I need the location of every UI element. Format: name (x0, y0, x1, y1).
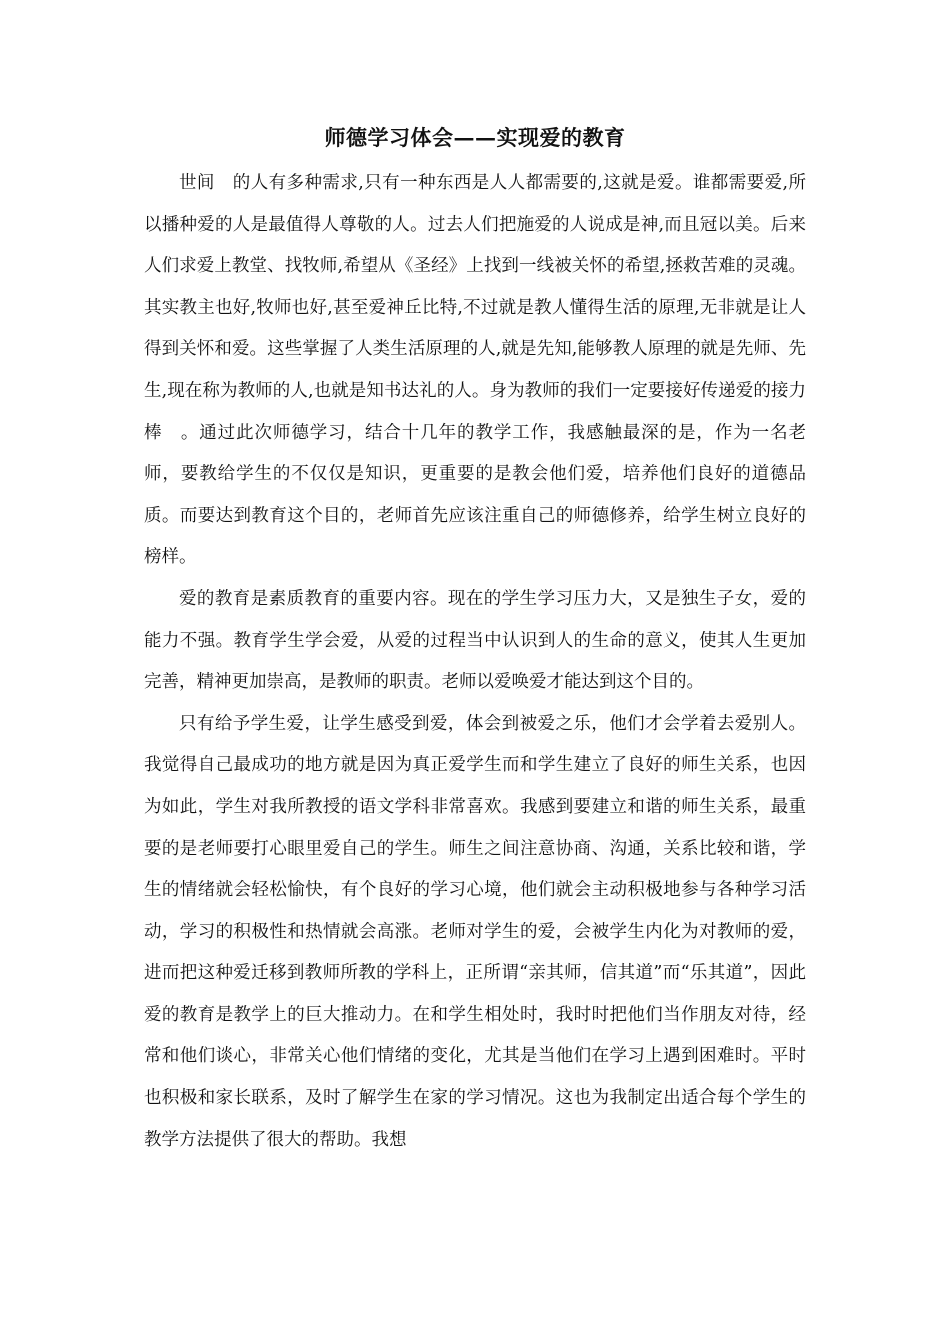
document-body (144, 163, 806, 1161)
paragraph-3: 只有给予学生爱，让学生感受到爱，体会到被爱之乐，他们才会学着去爱别人。我觉得自己最成功的地方就是因为真正爱学生而和学生建立了良好的师生关系，也因为如此，学生对我所教授的语文学科非常喜欢。我感到要建立和谐的师生关系，最重要的是老师要打心眼里爱自己的学生。师生之间注意协商、沟通，关系比较和谐，学生的情绪就会轻松愉快，有个良好的学习心境，他们就会主动积极地参与各种学习活动，学习的积极性和热情就会高涨。老师对学生的爱，会被学生内化为对教师的爱，进而把这种爱迁移到教师所教的学科上，正所谓“亲其师，信其道”而“乐其道”，因此爱的教育是教学上的巨大推动力。在和学生相处时，我时时把他们当作朋友对待，经常和他们谈心，非常关心他们情绪的变化，尤其是当他们在学习上遇到困难时。平时也积极和家长联系，及时了解学生在家的学习情况。这也为我制定出适合每个学生的教学方法提供了很大的帮助。我想 (144, 713, 806, 1150)
document-title: 师德学习体会——实现爱的教育 (324, 125, 626, 150)
paragraph-1: 世间 的人有多种需求,只有一种东西是人人都需要的,这就是爱。谁都需要爱,所以播种爱的人是最值得人尊敬的人。过去人们把施爱的人说成是神,而且冠以美。后来人们求爱上教堂、找牧师,希望从《圣经》上找到一线被关怀的希望,拯救苦难的灵魂。其实教主也好,牧师也好,甚至爱神丘比特,不过就是教人懂得生活的原理,无非就是让人得到关怀和爱。这些掌握了人类生活原理的人,就是先知,能够教人原理的就是先师、先生,现在称为教师的人,也就是知书达礼的人。身为教师的我们一定要接好传递爱的接力棒 。通过此次师德学习，结合十几年的教学工作，我感触最深的是，作为一名老师，要教给学生的不仅仅是知识，更重要的是教会他们爱，培养他们良好的道德品质。而要达到教育这个目的，老师首先应该注重自己的师德修养，给学生树立良好的榜样。 (144, 173, 806, 568)
paragraph-2: 爱的教育是素质教育的重要内容。现在的学生学习压力大，又是独生子女，爱的能力不强。教育学生学会爱，从爱的过程当中认识到人的生命的意义，使其人生更加完善，精神更加崇高，是教师的职责。老师以爱唤爱才能达到这个目的。 (144, 588, 806, 693)
